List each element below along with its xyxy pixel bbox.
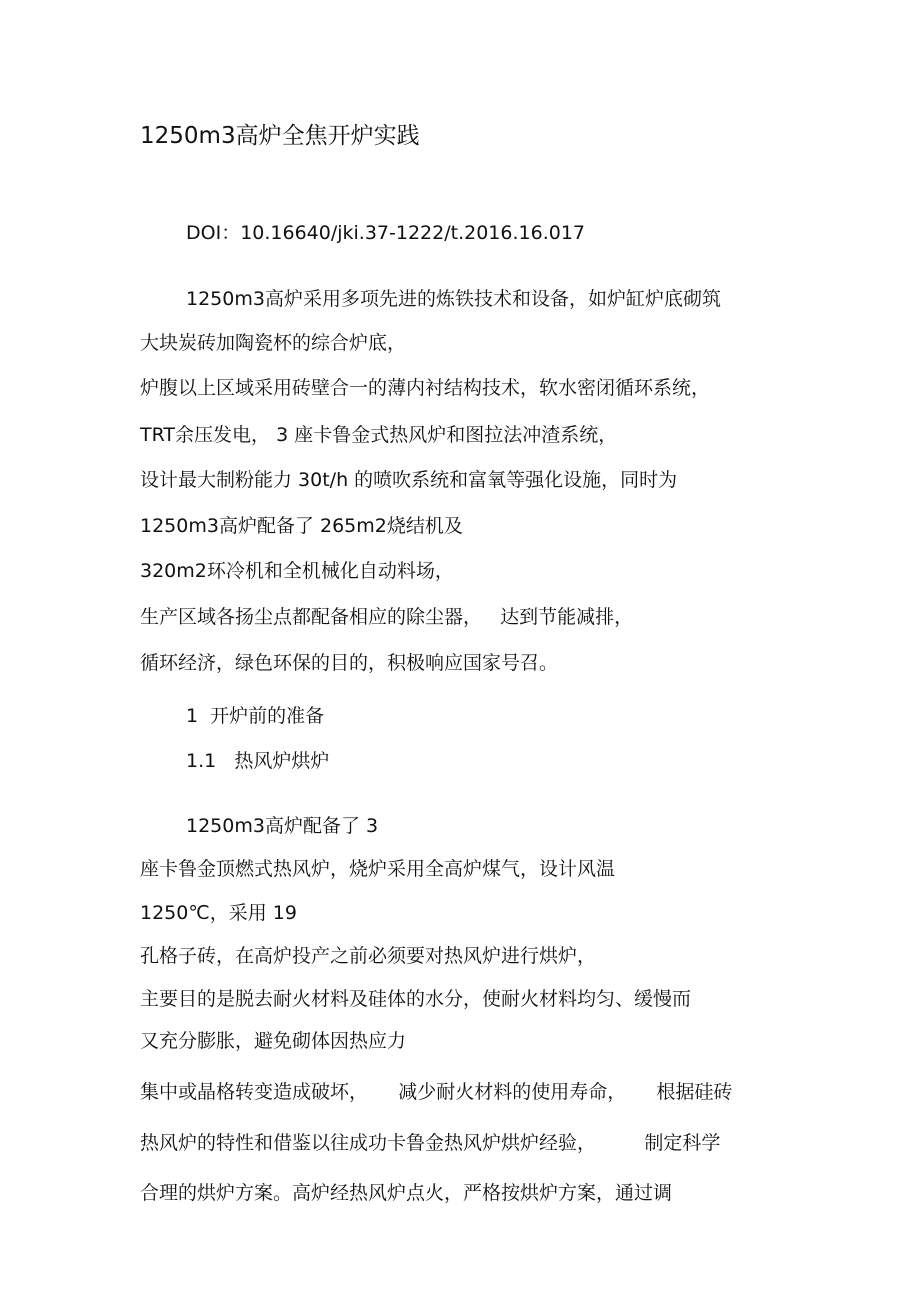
- body-line-6: 又充分膨胀，避免砌体因热应力: [140, 1030, 407, 1052]
- body-line-7: 集中或晶格转变造成破坏， 减少耐火材料的使用寿命， 根据硅砖: [140, 1081, 733, 1103]
- body-line-9: 合理的烘炉方案。高炉经热风炉点火，严格按烘炉方案，通过调: [140, 1182, 673, 1204]
- body-line-5: 主要目的是脱去耐火材料及硅体的水分，使耐火材料均匀、缓慢而: [140, 988, 692, 1010]
- intro-line-7: 320m2环冷机和全机械化自动料场，: [140, 560, 454, 582]
- document-title: 1250m3高炉全焦开炉实践: [140, 123, 420, 149]
- intro-line-9: 循环经济，绿色环保的目的，积极响应国家号召。: [140, 652, 559, 674]
- doi-line: DOI：10.16640/jki.37-1222/t.2016.16.017: [186, 222, 586, 244]
- intro-line-5: 设计最大制粉能力 30t/h 的喷吹系统和富氧等强化设施，同时为: [140, 469, 678, 491]
- body-line-8: 热风炉的特性和借鉴以往成功卡鲁金热风炉烘炉经验， 制定科学: [140, 1132, 721, 1154]
- body-line-1: 1250m3高炉配备了 3: [186, 815, 379, 837]
- intro-line-2: 大块炭砖加陶瓷杯的综合炉底，: [140, 332, 407, 354]
- section-heading-1-1: 1.1 热风炉烘炉: [186, 750, 330, 772]
- intro-line-6: 1250m3高炉配备了 265m2烧结机及: [140, 515, 463, 537]
- intro-line-8: 生产区域各扬尘点都配备相应的除尘器， 达到节能减排，: [140, 606, 634, 628]
- section-heading-1: 1 开炉前的准备: [186, 705, 325, 727]
- body-line-3: 1250℃，采用 19: [140, 902, 297, 924]
- body-line-4: 孔格子砖，在高炉投产之前必须要对热风炉进行烘炉，: [140, 945, 597, 967]
- intro-line-3: 炉腹以上区域采用砖壁合一的薄内衬结构技术，软水密闭循环系统，: [140, 377, 711, 399]
- body-line-2: 座卡鲁金顶燃式热风炉，烧炉采用全高炉煤气，设计风温: [140, 858, 616, 880]
- intro-line-4: TRT余压发电， 3 座卡鲁金式热风炉和图拉法冲渣系统，: [140, 424, 618, 446]
- intro-line-1: 1250m3高炉采用多项先进的炼铁技术和设备，如炉缸炉底砌筑: [186, 288, 721, 310]
